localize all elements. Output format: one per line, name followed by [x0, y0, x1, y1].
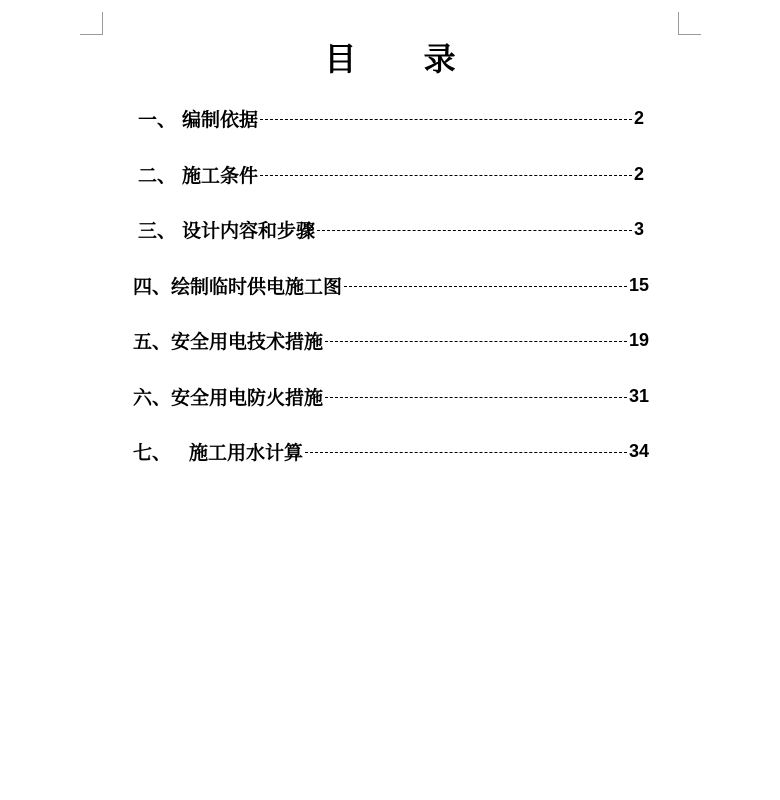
toc-entry-page: 2: [633, 163, 644, 184]
toc-entry-page: 2: [633, 107, 644, 128]
page-title: 目 录: [324, 40, 484, 78]
toc-entry-number: 一、: [138, 108, 177, 131]
toc-entry-page: 19: [628, 329, 649, 350]
toc-leader-dashes: [325, 397, 627, 398]
toc-entry-label: 设计内容和步骤: [182, 219, 316, 242]
toc-entry-label: 绘制临时供电施工图: [171, 275, 343, 298]
toc-entry[interactable]: [138, 104, 644, 132]
toc-leader-dashes: [325, 341, 627, 342]
toc-entry[interactable]: [138, 215, 644, 243]
toc-entry[interactable]: [133, 382, 649, 410]
toc-entry[interactable]: [133, 326, 649, 354]
toc-leader-dashes: [260, 119, 632, 120]
toc-entry-page: 34: [628, 440, 649, 461]
toc-entry-label: 安全用电防火措施: [171, 386, 324, 409]
toc-entry-number: 七、: [133, 441, 172, 464]
toc-entry-label: 施工条件: [182, 164, 259, 187]
toc-entry-label: 施工用水计算: [189, 441, 304, 464]
toc-leader-dashes: [317, 230, 632, 231]
toc-entry-number: 三、: [138, 219, 177, 242]
toc-entry-page: 15: [628, 274, 649, 295]
toc-entry-number: 二、: [138, 164, 177, 187]
toc-entry-page: 31: [628, 385, 649, 406]
toc-entry-number: 四、: [133, 275, 172, 298]
toc-entry-page: 3: [633, 218, 644, 239]
toc-entry-number: 六、: [133, 386, 172, 409]
toc-leader-dashes: [344, 286, 627, 287]
toc-entry[interactable]: [133, 437, 649, 465]
toc-leader-dashes: [305, 452, 627, 453]
toc-entry-label: 安全用电技术措施: [171, 330, 324, 353]
toc-leader-dashes: [260, 175, 632, 176]
toc-entry[interactable]: [138, 160, 644, 188]
toc-entry[interactable]: [133, 271, 649, 299]
toc-entry-number: 五、: [133, 330, 172, 353]
toc-entry-label: 编制依据: [182, 108, 259, 131]
